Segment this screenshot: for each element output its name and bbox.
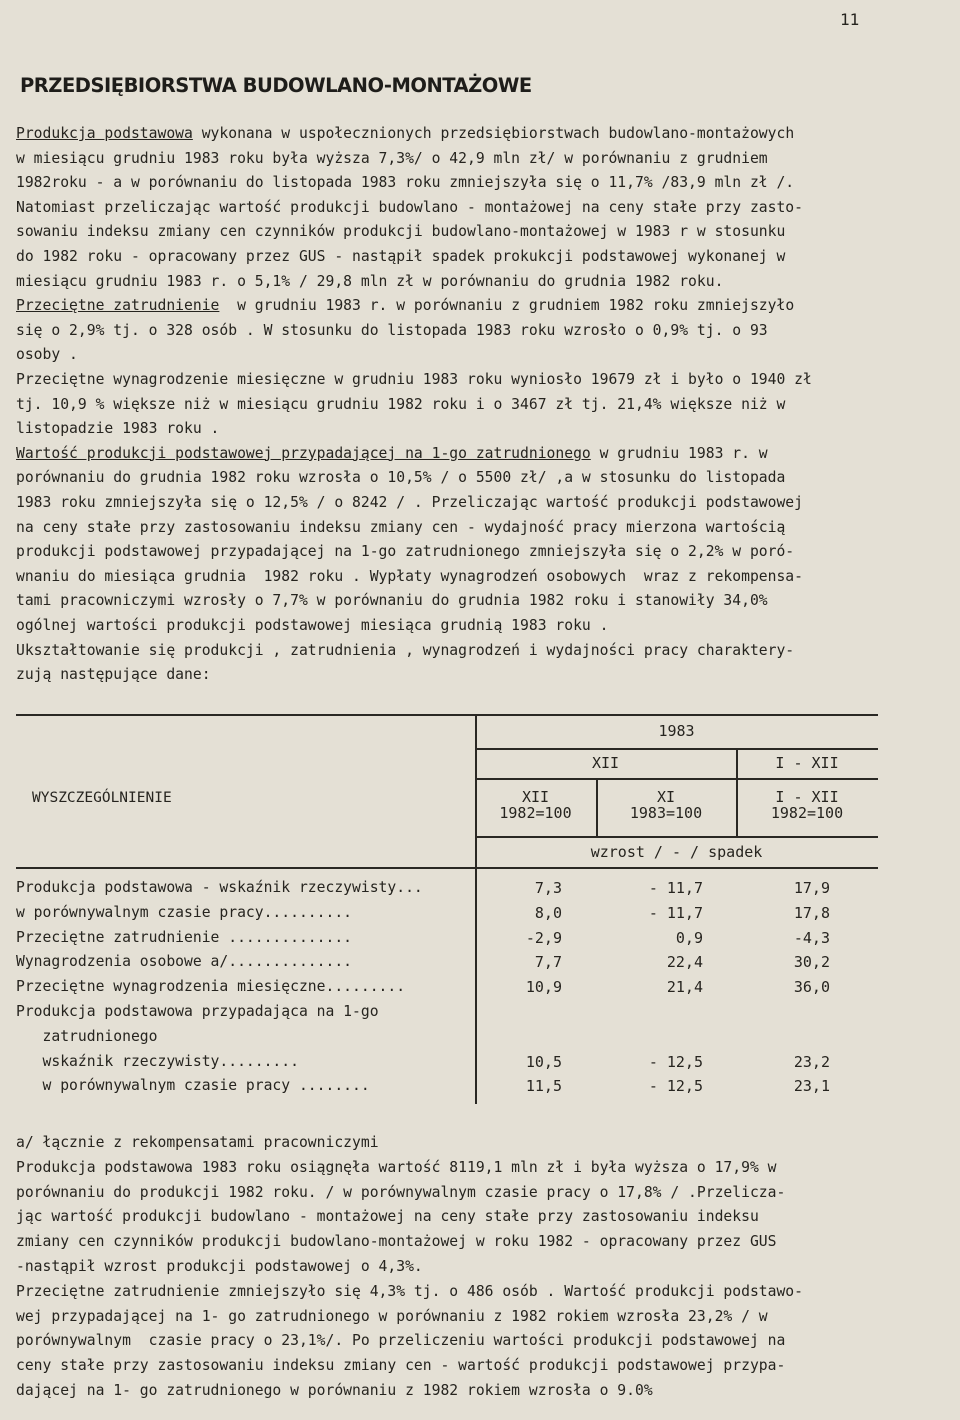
text-line — [16, 567, 803, 587]
table-cell-value: 8,0 — [534, 903, 562, 922]
text-line — [16, 1207, 759, 1227]
table-cell-value: 0,9 — [675, 928, 703, 947]
text-line — [16, 124, 794, 144]
table-top-rule — [16, 714, 878, 716]
text-span: dającej na 1- go zatrudnionego w porównaniu z 1982 rokiem wzrosła o 9.0% — [16, 1382, 653, 1399]
text-span: wykonana w uspołecznionych przedsiębiorstwach budowlano-montażowych — [192, 125, 795, 142]
col2-header-line1: XI — [656, 788, 676, 806]
text-span: porównaniu do produkcji 1982 roku. / w porównywalnym czasie pracy o 17,8% / .Przelicza- — [16, 1183, 786, 1201]
table-cell-value: 11,5 — [525, 1077, 562, 1096]
table-cell-value: - 12,5 — [648, 1052, 703, 1071]
text-line — [16, 247, 785, 267]
text-line — [16, 1282, 803, 1302]
text-span: -nastąpił wzrost produkcji podstawowej o 4,3%. — [16, 1258, 423, 1275]
table-header-bottom-rule — [16, 867, 878, 869]
table-cell-value: -2,9 — [525, 928, 562, 947]
table-cell-value: 22,4 — [666, 953, 703, 972]
table-group-xii: XII — [591, 754, 620, 772]
table-cell-value: 17,8 — [793, 903, 830, 922]
table-cell-value: 17,9 — [793, 879, 830, 897]
text-span: Przeciętne zatrudnienie zmniejszyło się 4,3% tj. o 486 osób . Wartość produkcji podstawo- — [16, 1282, 803, 1300]
text-line — [16, 222, 785, 242]
text-line — [16, 149, 768, 169]
text-line — [16, 1183, 785, 1203]
page-number: 11 — [840, 10, 860, 29]
text-span: zmiany cen czynników produkcji budowlano-montażowej w roku 1982 - opracowany przez GUS — [16, 1233, 777, 1251]
text-span: a/ łącznie z rekompensatami pracowniczymi — [16, 1134, 379, 1151]
underlined-term: Przeciętne zatrudnienie — [16, 297, 220, 315]
text-span: w grudniu 1983 r. w — [590, 444, 768, 462]
text-span: Produkcja podstawowa 1983 roku osiągnęła wartość 8119,1 mln zł i była wyższa o 17,9% w — [16, 1158, 777, 1176]
table-rule-year — [475, 748, 878, 750]
text-span: 1982roku - a w porównaniu do listopada 1983 roku zmniejszyła się o 11,7% /83,9 mln zł /. — [16, 174, 795, 192]
text-span: osoby . — [16, 346, 78, 364]
table-year-header: 1983 — [658, 722, 695, 740]
underlined-term: Produkcja podstawowa — [16, 125, 193, 142]
text-span: wnaniu do miesiąca grudnia 1982 roku . Wypłaty wynagrodzeń osobowych wraz z rekompensa- — [16, 567, 803, 585]
table-rule-cols — [475, 836, 878, 838]
table-cell-value: - 11,7 — [648, 903, 703, 922]
text-span: w grudniu 1983 r. w porównaniu z grudniem 1982 roku zmniejszyło — [219, 297, 795, 315]
text-span: ceny stałe przy zastosowaniu indeksu zmiany cen - wartość produkcji podstawowej przypa- — [16, 1357, 786, 1375]
text-span: porównywalnym czasie pracy o 23,1%/. Po przeliczeniu wartości produkcji podstawowej na — [16, 1332, 786, 1350]
table-cell-value: 21,4 — [666, 978, 703, 997]
text-span: sowaniu indeksu zmiany cen czynników produkcji budowlano-montażowej w 1983 r w stosunku — [16, 223, 786, 241]
text-line — [16, 1158, 776, 1178]
text-span: listopadzie 1983 roku . — [16, 420, 220, 438]
text-line — [16, 370, 812, 390]
col1-header-line2: 1982=100 — [499, 804, 572, 822]
text-line — [16, 1356, 785, 1376]
table-cell-value: 10,9 — [525, 978, 562, 997]
text-span: Natomiast przeliczając wartość produkcji budowlano - montażowej na ceny stałe przy zasto- — [16, 198, 803, 216]
table-cell-value: 7,3 — [534, 879, 562, 897]
table-cell-value: - 12,5 — [648, 1077, 703, 1096]
table-row-label: Przeciętne zatrudnienie .............. — [16, 928, 353, 946]
text-line — [16, 419, 219, 439]
text-line — [16, 395, 785, 415]
table-cell-value: -4,3 — [793, 928, 830, 947]
col3-header-line1: I - XII — [775, 788, 839, 806]
text-span: w miesiącu grudniu 1983 roku była wyższa 7,3%/ o 42,9 mln zł/ w porównaniu z grudniem — [16, 149, 768, 167]
text-span: ogólnej wartości produkcji podstawowej miesiąca grudnią 1983 roku . — [16, 617, 609, 634]
table-row-label: zatrudnionego — [16, 1027, 158, 1045]
text-span: Ukształtowanie się produkcji , zatrudnienia , wynagrodzeń i wydajności pracy charaktery- — [16, 641, 795, 659]
table-cell-value: - 11,7 — [648, 879, 703, 897]
text-line — [16, 345, 78, 365]
text-line — [16, 1381, 653, 1401]
text-span: na ceny stałe przy zastosowaniu indeksu zmiany cen - wydajność pracy mierzona wartością — [16, 518, 786, 536]
text-span: porównaniu do grudnia 1982 roku wzrosła o 10,5% / o 5500 zł/ ,a w stosunku do listopada — [16, 469, 786, 487]
text-line — [16, 591, 768, 611]
text-span: się o 2,9% tj. o 328 osób . W stosunku do listopada 1983 roku wzrosło o 0,9% tj. o 93 — [16, 321, 768, 339]
text-line — [16, 468, 785, 488]
text-span: produkcji podstawowej przypadającej na 1-go zatrudnionego zmniejszyła się o 2,2% w poró- — [16, 543, 795, 561]
text-line — [16, 1257, 423, 1277]
text-span: 1983 roku zmniejszyła się o 12,5% / o 8242 / . Przeliczając wartość produkcji podstawowej — [16, 494, 803, 511]
table-row-label: w porównywalnym czasie pracy.......... — [16, 903, 353, 921]
table-cell-value: 7,7 — [534, 953, 562, 972]
table-row-label: Produkcja podstawowa - wskaźnik rzeczywisty... — [16, 879, 423, 896]
text-line — [16, 1133, 379, 1153]
text-span: wej przypadającej na 1- go zatrudnionego w porównaniu z 1982 rokiem wzrosła 23,2% / w — [16, 1307, 768, 1325]
col3-header-line2: 1982=100 — [770, 804, 844, 822]
col2-header-line2: 1983=100 — [629, 804, 703, 822]
text-line — [16, 321, 768, 341]
text-line — [16, 296, 794, 316]
text-span: tj. 10,9 % większe niż w miesiącu grudniu 1982 roku i o 3467 zł tj. 21,4% większe niż w — [16, 395, 786, 413]
page-heading: PRZEDSIĘBIORSTWA BUDOWLANO-MONTAŻOWE — [20, 74, 532, 97]
text-span: zują następujące dane: — [16, 666, 211, 684]
table-row-label: wskaźnik rzeczywisty......... — [16, 1052, 299, 1070]
text-line — [16, 493, 803, 513]
text-span: tami pracowniczymi wzrosły o 7,7% w porównaniu do grudnia 1982 roku i stanowiły 34,0% — [16, 592, 768, 610]
text-line — [16, 272, 723, 292]
text-span: jąc wartość produkcji budowlano - montażowej na ceny stałe przy zastosowaniu indeksu — [16, 1208, 759, 1226]
text-line — [16, 665, 211, 685]
col1-header-line1: XII — [521, 788, 550, 806]
table-cell-value: 36,0 — [793, 978, 830, 997]
table-row-label: Przeciętne wynagrodzenia miesięczne......... — [16, 978, 406, 996]
table-cell-value: 23,2 — [793, 1052, 830, 1071]
text-line — [16, 1307, 768, 1327]
text-span: do 1982 roku - opracowany przez GUS - nastąpił spadek prokukcji podstawowej wykonanej w — [16, 248, 786, 265]
table-cell-value: 10,5 — [525, 1052, 562, 1071]
table-rule-group — [475, 778, 878, 780]
table-row-label: w porównywalnym czasie pracy ........ — [16, 1077, 370, 1095]
table-cell-value: 23,1 — [793, 1077, 830, 1096]
table-stub-header: WYSZCZEGÓLNIENIE — [32, 790, 172, 806]
text-line — [16, 1331, 785, 1351]
table-unit-row: wzrost / - / spadek — [590, 843, 763, 861]
text-line — [16, 444, 768, 464]
table-row-label: Produkcja podstawowa przypadająca na 1-go — [16, 1003, 379, 1020]
text-line — [16, 518, 785, 538]
text-line — [16, 616, 608, 636]
text-line — [16, 173, 794, 193]
text-span: Przeciętne wynagrodzenie miesięczne w grudniu 1983 roku wyniosło 19679 zł i było o 1940 zł — [16, 371, 812, 388]
table-group-ixii: I - XII — [775, 754, 839, 772]
text-line — [16, 542, 794, 562]
underlined-term: Wartość produkcji podstawowej przypadającej na 1-go zatrudnionego — [16, 444, 591, 462]
text-span: miesiącu grudniu 1983 r. o 5,1% / 29,8 mln zł w porównaniu do grudnia 1982 roku. — [16, 272, 724, 290]
table-row-label: Wynagrodzenia osobowe a/.............. — [16, 953, 353, 971]
text-line — [16, 641, 794, 661]
text-line — [16, 198, 803, 218]
text-line — [16, 1232, 776, 1252]
table-cell-value: 30,2 — [793, 953, 830, 972]
